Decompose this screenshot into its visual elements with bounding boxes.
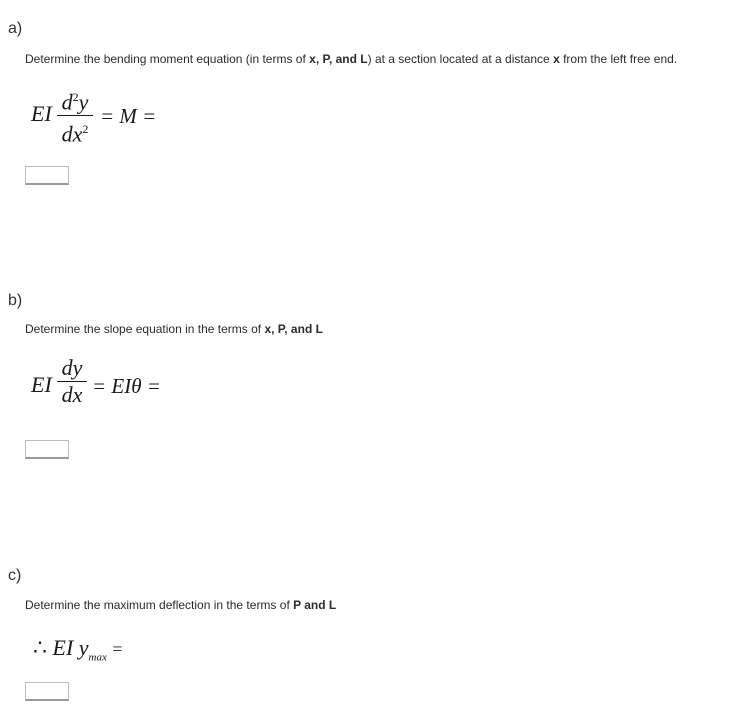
part-c-prompt: Determine the maximum deflection in the terms of P and L [25, 598, 337, 612]
part-c-eq-rhs: = [112, 639, 123, 659]
part-b-eq-rhs: = EIθ = [92, 374, 161, 398]
therefore-symbol: ∴ [33, 635, 47, 660]
part-a-eq-lhs: EI [31, 101, 52, 126]
part-a-denominator: $dx^2$ [61, 121, 89, 147]
part-a-answer-input[interactable] [25, 166, 69, 185]
part-a-eq-rhs: = M = [100, 104, 157, 128]
part-b-eq-lhs: EI [31, 372, 52, 397]
part-c-equation [33, 635, 123, 663]
part-b-prompt: Determine the slope equation in the terms of x, P, and L [25, 322, 323, 336]
part-a-fraction [57, 86, 93, 146]
part-c-answer-input[interactable] [25, 682, 69, 701]
part-b-fraction [57, 357, 87, 406]
part-a-label: a) [8, 20, 23, 37]
part-b-label: b) [8, 292, 23, 309]
part-b-numerator: dy [61, 355, 83, 380]
part-c-eq-lhs: EI y [52, 635, 89, 660]
part-a-numerator: $d^2y$ [61, 89, 89, 115]
part-b-answer-input[interactable] [25, 440, 69, 459]
part-c-label: c) [8, 567, 22, 584]
part-b-denominator: dx [61, 382, 83, 407]
part-c-eq-sub: max [88, 651, 107, 664]
part-a-prompt: Determine the bending moment equation (in terms of x, P, and L) at a section located at a distance x from the left free end. [25, 52, 678, 66]
